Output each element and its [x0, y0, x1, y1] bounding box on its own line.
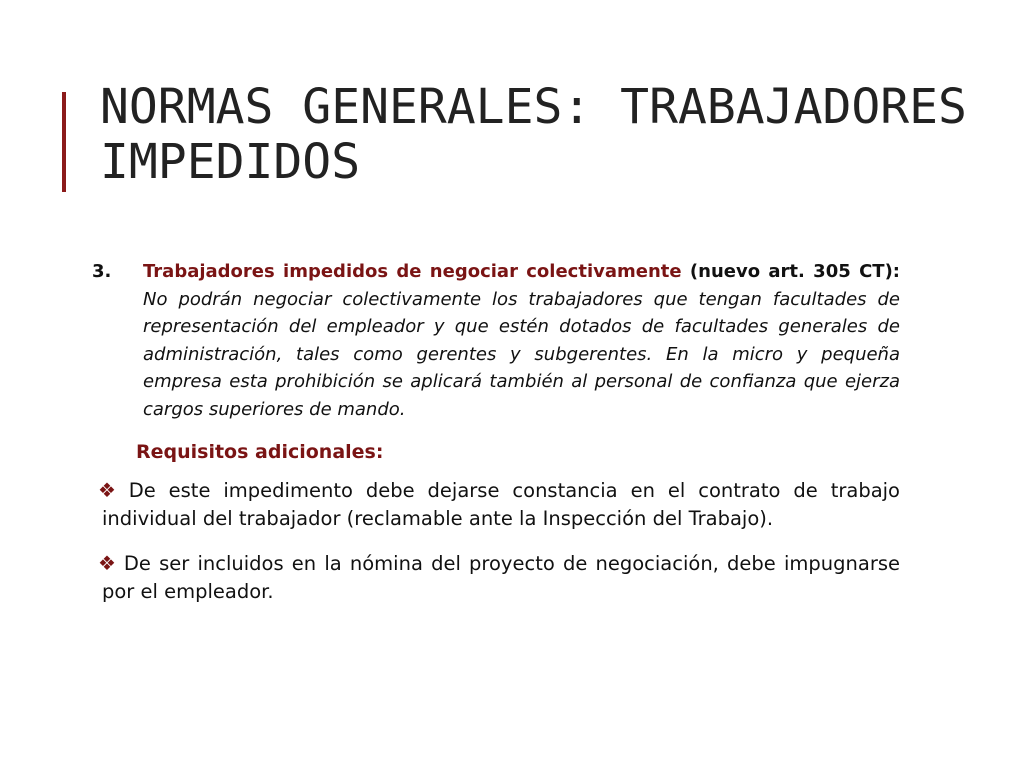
- bullet-text: De ser incluidos en la nómina del proyecto de negociación, debe impugnarse por el empleador.: [102, 552, 900, 603]
- diamond-bullet-icon: ❖: [98, 478, 123, 502]
- bullet-item-1: [88, 477, 900, 532]
- item-paren-close: ):: [884, 261, 900, 282]
- slide-title: NORMAS GENERALES: TRABAJADORES IMPEDIDOS: [100, 79, 967, 190]
- item-number: 3.: [92, 261, 112, 282]
- item-article: nuevo art. 305 CT: [698, 261, 885, 282]
- item-text: No podrán negociar colectivamente los trabajadores que tengan facultades de representación del empleador y que estén dotados de facultades generales de administración, tales como gerentes y subgerentes. En la micro y pequeña empresa esta prohibición se aplicará también al personal de confianza que ejerza cargos superiores de mando.: [143, 288, 900, 420]
- requisitos-heading: Requisitos adicionales:: [136, 441, 384, 463]
- item-heading: Trabajadores impedidos de negociar colectivamente: [143, 261, 682, 282]
- bullet-item-2: [88, 550, 900, 605]
- slide-body: [88, 258, 900, 605]
- bullet-text: De este impedimento debe dejarse constancia en el contrato de trabajo individual del trabajador (reclamable ante la Inspección del Trabajo).: [102, 479, 900, 530]
- numbered-item-3: [88, 258, 900, 423]
- title-accent-bar: [62, 92, 66, 192]
- item-paren-open: (: [681, 261, 699, 282]
- diamond-bullet-icon: ❖: [98, 551, 118, 575]
